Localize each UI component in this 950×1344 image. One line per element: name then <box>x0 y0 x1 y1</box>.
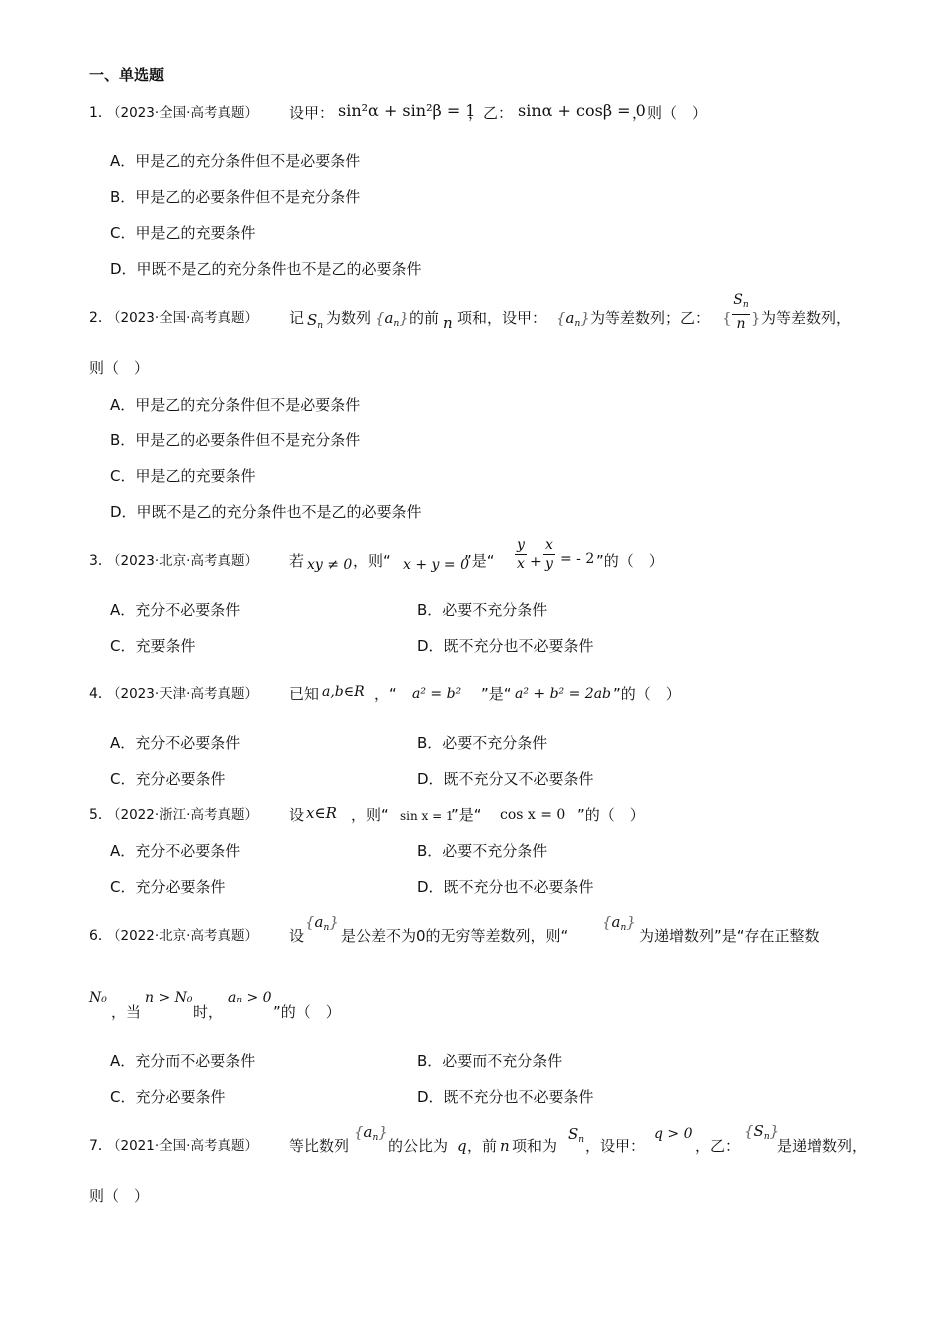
option-c[interactable]: C．甲是乙的充要条件 <box>110 467 256 485</box>
option-c[interactable]: C．充要条件 <box>110 637 196 655</box>
option-b[interactable]: B．甲是乙的必要条件但不是充分条件 <box>110 188 361 206</box>
stem-text: 项和，设甲： <box>457 309 548 327</box>
option-c[interactable]: C．甲是乙的充要条件 <box>110 224 256 242</box>
math-symbol: $\{a_n\}$ <box>375 309 409 329</box>
question-source: （2023·全国·高考真题） <box>107 105 258 121</box>
question-source: （2022·浙江·高考真题） <box>107 807 258 823</box>
stem-text: ，“ <box>374 685 397 703</box>
fraction-sn-over-n: $S_n$ n <box>733 292 749 332</box>
stem-text: 为数列 <box>326 309 372 327</box>
math-expression: q > 0 <box>654 1126 693 1142</box>
brace-left: { <box>722 309 732 327</box>
stem-text: 项和为 <box>512 1137 558 1155</box>
math-expression: cos x = 0 <box>500 807 566 823</box>
option-c[interactable]: C．充分必要条件 <box>110 878 226 896</box>
brace-right: } <box>751 309 761 327</box>
option-d[interactable]: D．既不充分也不必要条件 <box>417 1088 594 1106</box>
stem-text: ”的（ ） <box>577 806 645 824</box>
fraction-y-over-x: y x <box>515 537 527 572</box>
option-b[interactable]: B．必要不充分条件 <box>417 842 548 860</box>
option-d[interactable]: D．甲既不是乙的充分条件也不是乙的必要条件 <box>110 260 422 278</box>
stem-text: 是公差不为0的无穷等差数列，则“ <box>341 927 569 945</box>
math-symbol: $\{S_n\}$ <box>744 1122 780 1142</box>
option-a[interactable]: A．充分不必要条件 <box>110 842 241 860</box>
option-c[interactable]: C．充分必要条件 <box>110 1088 226 1106</box>
math-symbol: $\{a_n\}$ <box>602 913 636 933</box>
option-c[interactable]: C．充分必要条件 <box>110 770 226 788</box>
stem-text: ”的（ ） <box>273 1003 341 1021</box>
stem-text: 设 <box>289 806 305 824</box>
option-a[interactable]: A．充分不必要条件 <box>110 734 241 752</box>
stem-text: 为递增数列”是“存在正整数 <box>639 927 820 945</box>
math-symbol: $S_n$ <box>568 1125 585 1145</box>
option-b[interactable]: B．必要不充分条件 <box>417 601 548 619</box>
stem-text: ，则“ <box>351 806 389 824</box>
math-symbol: $\{a_n\}$ <box>354 1123 388 1143</box>
question-number: 3． <box>89 553 112 569</box>
math-expression: xy ≠ 0 <box>307 557 353 573</box>
question-source: （2023·天津·高考真题） <box>107 686 258 702</box>
stem-text: 等比数列 <box>289 1137 350 1155</box>
option-a[interactable]: A．甲是乙的充分条件但不是必要条件 <box>110 396 361 414</box>
stem-text: 若 <box>289 552 305 570</box>
option-a[interactable]: A．充分不必要条件 <box>110 601 241 619</box>
stem-text: ”是“ <box>481 685 512 703</box>
question-number: 4． <box>89 686 112 702</box>
stem-text: ，前 <box>467 1137 498 1155</box>
question-source: （2023·全国·高考真题） <box>107 310 258 326</box>
math-expression: sin²α + sin²β = 1 <box>338 101 476 120</box>
option-d[interactable]: D．既不充分也不必要条件 <box>417 878 594 896</box>
stem-text: 时， <box>193 1003 224 1021</box>
stem-text: ，设甲： <box>585 1137 646 1155</box>
fraction-x-over-y: x y <box>543 537 555 572</box>
stem-text: 是递增数列， <box>777 1137 868 1155</box>
math-symbol: n <box>500 1137 510 1155</box>
question-source: （2022·北京·高考真题） <box>107 928 258 944</box>
stem-text: 设甲： <box>289 104 335 122</box>
stem-text: ，乙： <box>468 104 514 122</box>
math-expression: a,b∈R <box>322 684 365 700</box>
math-expression: a² + b² = 2ab <box>515 686 612 702</box>
math-expression: x + y = 0 <box>403 557 469 573</box>
question-source: （2023·北京·高考真题） <box>107 553 258 569</box>
stem-text: ，则“ <box>353 552 391 570</box>
question-number: 2． <box>89 310 112 326</box>
math-symbol: $\{a_n\}$ <box>556 309 590 329</box>
stem-text: ”是“ <box>464 552 495 570</box>
stem-text: ”的（ ） <box>596 552 664 570</box>
math-expression: sin x = 1 <box>400 809 454 823</box>
option-d[interactable]: D．既不充分又不必要条件 <box>417 770 594 788</box>
stem-text: ，则（ ） <box>632 104 708 122</box>
math-expression: a² = b² <box>412 686 462 702</box>
math-expression: = - 2 <box>560 551 595 567</box>
stem-text: 已知 <box>289 685 320 703</box>
math-symbol: $S_n$ <box>307 311 324 331</box>
question-number: 1． <box>89 105 112 121</box>
stem-text: 为等差数列；乙： <box>590 309 711 327</box>
math-expression: n > N₀ <box>145 990 193 1006</box>
option-b[interactable]: B．必要不充分条件 <box>417 734 548 752</box>
option-a[interactable]: A．充分而不必要条件 <box>110 1052 256 1070</box>
stem-text: ，乙： <box>695 1137 741 1155</box>
option-a[interactable]: A．甲是乙的充分条件但不是必要条件 <box>110 152 361 170</box>
stem-text: 则（ ） <box>89 359 150 377</box>
stem-text: 则（ ） <box>89 1187 150 1205</box>
math-symbol: $\{a_n\}$ <box>305 913 339 933</box>
stem-text: ，当 <box>111 1003 142 1021</box>
math-expression: sinα + cosβ = 0 <box>518 101 646 120</box>
stem-text: 设 <box>289 927 305 945</box>
question-number: 6． <box>89 928 112 944</box>
stem-text: ”的（ ） <box>613 685 681 703</box>
stem-text: ”是“ <box>451 806 482 824</box>
question-number: 5． <box>89 807 112 823</box>
question-source: （2021·全国·高考真题） <box>107 1138 258 1154</box>
math-symbol: q <box>457 1137 467 1155</box>
stem-text: 为等差数列， <box>761 309 852 327</box>
option-b[interactable]: B．甲是乙的必要条件但不是充分条件 <box>110 431 361 449</box>
stem-text: 的前 <box>409 309 440 327</box>
option-d[interactable]: D．甲既不是乙的充分条件也不是乙的必要条件 <box>110 503 422 521</box>
stem-text: 记 <box>289 309 305 327</box>
section-title: 一、单选题 <box>89 66 165 84</box>
plus-sign: + <box>530 554 542 570</box>
option-b[interactable]: B．必要而不充分条件 <box>417 1052 563 1070</box>
question-number: 7． <box>89 1138 112 1154</box>
math-expression: aₙ > 0 <box>228 990 272 1006</box>
option-d[interactable]: D．既不充分也不必要条件 <box>417 637 594 655</box>
math-symbol: n <box>443 314 453 332</box>
math-symbol: N₀ <box>89 990 107 1006</box>
stem-text: 的公比为 <box>388 1137 449 1155</box>
math-expression: x∈R <box>306 804 337 822</box>
